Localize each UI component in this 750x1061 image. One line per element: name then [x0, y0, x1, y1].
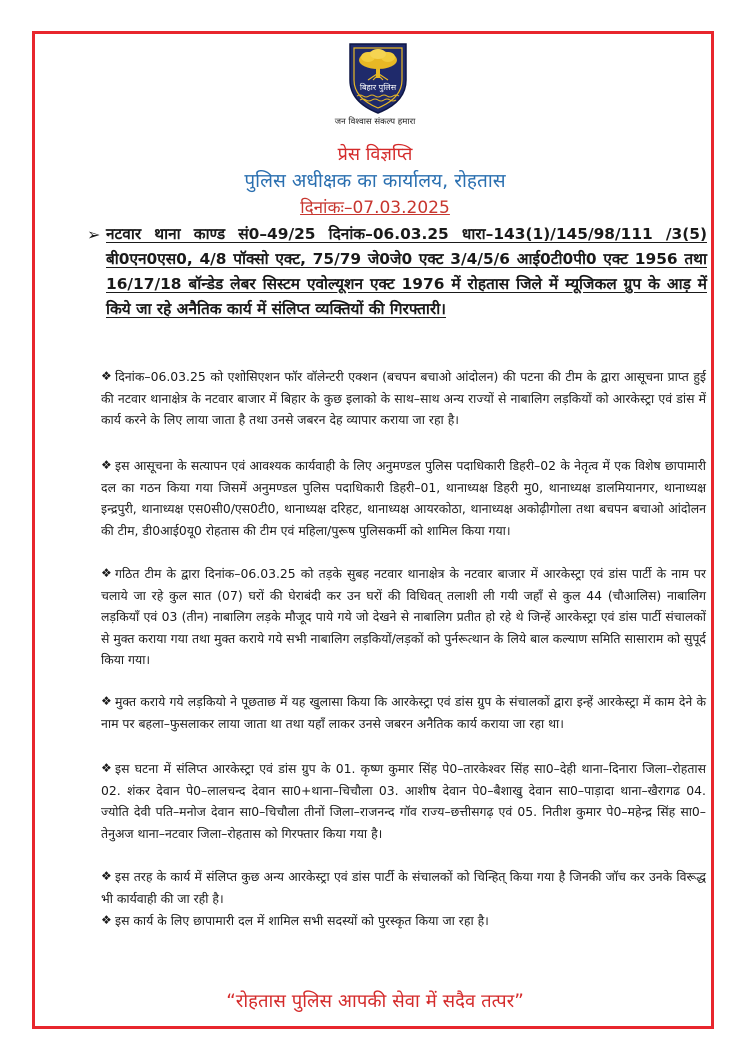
diamond-bullet-icon: ❖	[101, 869, 112, 883]
office-name: पुलिस अधीक्षक का कार्यालय, रोहतास	[244, 170, 506, 192]
press-release-title: प्रेस विज्ञप्ति	[337, 144, 413, 165]
paragraph-text: इस तरह के कार्य में संलिप्त कुछ अन्य आरकेस्ट्रा एवं डांस पार्टी के संचालकों को चिन्हित् किया गया है जिनकी जॉच कर उनके विरूद्ध भी कार्यवाही की जा रही है।	[101, 869, 706, 906]
diamond-bullet-icon: ❖	[101, 694, 112, 708]
footer-slogan: “रोहतास पुलिस आपकी सेवा में सदैव तत्पर”	[226, 991, 524, 1012]
diamond-bullet-icon: ❖	[101, 369, 112, 383]
paragraph-4	[101, 691, 706, 734]
arrow-bullet-icon: ➢	[87, 225, 101, 244]
paragraph-text: मुक्त कराये गये लड़कियो ने पूछताछ में यह खुलासा किया कि आरकेस्ट्रा एवं डांस ग्रुप के संचालकों द्वारा इन्हें आरकेस्ट्रा में काम देने के नाम पर बहला–फुसलाकर लाया जाता था तथा यहाँ लाकर उनसे जबरन अनैतिक कार्य कराया जा रहा था।	[101, 694, 706, 731]
paragraph-5	[101, 758, 706, 844]
date-value: –07.03.2025	[343, 198, 450, 218]
diamond-bullet-icon: ❖	[101, 566, 112, 580]
paragraph-text: इस कार्य के लिए छापामारी दल में शामिल सभी सदस्यों को पुरस्कृत किया जा रहा है।	[115, 913, 489, 928]
logo-text: बिहार पुलिस	[359, 83, 397, 92]
paragraph-text: इस घटना में संलिप्त आरकेस्ट्रा एवं डांस ग्रुप के 01. कृष्ण कुमार सिंह पे0–तारकेश्वर सिंह सा0–देही थाना–दिनारा जिला–रोहतास 02. शंकर देवान पे0–लालचन्द देवान सा0+थाना–चिचौला 03. आशीष देवान पे0–बैशाखु देवान सा0–पाड़ादा थाना–खैरागढ 04. ज्योति देवी पति–मनोज देवान सा0–चिचौला तीनों जिला–राजनन्द गॉव राज्य–छत्तीसगढ़ एवं 05. नितीश कुमार पे0–महेन्द्र सिंह सा0–तेनुअज थाना–नटवार जिला–रोहतास को गिरफ्तार किया गया है।	[101, 761, 706, 841]
diamond-bullet-icon: ❖	[101, 761, 112, 775]
paragraph-7	[101, 910, 706, 932]
logo-motto: जन विश्वास संकल्प हमारा	[334, 117, 416, 127]
diamond-bullet-icon: ❖	[101, 458, 112, 472]
paragraph-1	[101, 366, 706, 431]
paragraph-2	[101, 455, 706, 541]
diamond-bullet-icon: ❖	[101, 913, 112, 927]
headline-text: नटवार थाना काण्ड सं0–49/25 दिनांक–06.03.25 धारा–143(1)/145/98/111 /3(5) बी0एन0एस0, 4/8 पॉक्सो एक्ट, 75/79 जे0जे0 एक्ट 3/4/5/6 आई0टी0पी0 एक्ट 1956 तथा 16/17/18 बॉन्डेड लेबर सिस्टम एवोल्यूशन एक्ट 1976 में रोहतास जिले में म्यूजिकल ग्रुप के आड़ में किये जा रहे अनैतिक कार्य में संलिप्त व्यक्तियों की गिरफ्तारी।	[106, 225, 707, 318]
date-prefix: दिनांकः	[300, 198, 344, 218]
headline	[87, 222, 707, 322]
release-date	[0, 195, 750, 218]
paragraph-3	[101, 563, 706, 671]
paragraph-6	[101, 866, 706, 909]
paragraph-text: गठित टीम के द्वारा दिनांक–06.03.25 को तड़के सुबह नटवार थानाक्षेत्र के नटवार बाजार में आरकेस्ट्रा एवं डांस पार्टी के नाम पर चलाये जा रहे कुल सात (07) घरों की घेराबंदी कर उन घरों की विधिवत् तलाशी ली गयी जहाँ से कुल 44 (चौआलिस) नाबालिग लड़कियाँ एवं 03 (तीन) नाबालिग लड़के मौजूद पाये गये जो देखने से नाबालिग प्रतीत हो रहे थे जिन्हें आरकेस्ट्रा एवं डांस पार्टी संचालकों से मुक्त कराया गया तथा मुक्त कराये गये सभी नाबालिग लड़कियों/लड़कों को पुर्नरूत्थान के लिये बाल कल्याण समिति सासाराम को सुपूर्द किया गया।	[101, 566, 706, 668]
paragraph-text: दिनांक–06.03.25 को एशोसिएशन फॉर वॉलेन्टरी एक्शन (बचपन बचाओ आंदोलन) की पटना की टीम के द्वारा आसूचना प्राप्त हुई की नटवार थानाक्षेत्र के नटवार बाजार में बिहार के कुछ इलाको के साथ–साथ अन्य राज्यों से नाबालिग लड़कियों को आरकेस्ट्रा एवं डांस में कार्य करने के लिए लाया जाता है तथा उनसे जबरन देह व्यापार कराया जा रहा है।	[101, 369, 706, 428]
paragraph-text: इस आसूचना के सत्यापन एवं आवश्यक कार्यवाही के लिए अनुमण्डल पुलिस पदाधिकारी डिहरी–02 के नेतृत्व में एक विशेष छापामारी दल का गठन किया गया जिसमें अनुमण्डल पुलिस पदाधिकारी डिहरी–01, थानाध्यक्ष डिहरी मु0, थानाध्यक्ष डालमियानगर, थानाध्यक्ष इन्द्रपुरी, थानाध्यक्ष एस0सी0/एस0टी0, थानाध्यक्ष दरिहट, थानाध्यक्ष आयरकोठा, थानाध्यक्ष अकोढ़ीगोला तथा बचपन बचाओ आंदोलन की टीम, डी0आई0यू0 रोहतास की टीम एवं महिला/पुरूष पुलिसकर्मी को शामिल किया गया।	[101, 458, 706, 538]
bihar-police-logo	[346, 40, 410, 116]
